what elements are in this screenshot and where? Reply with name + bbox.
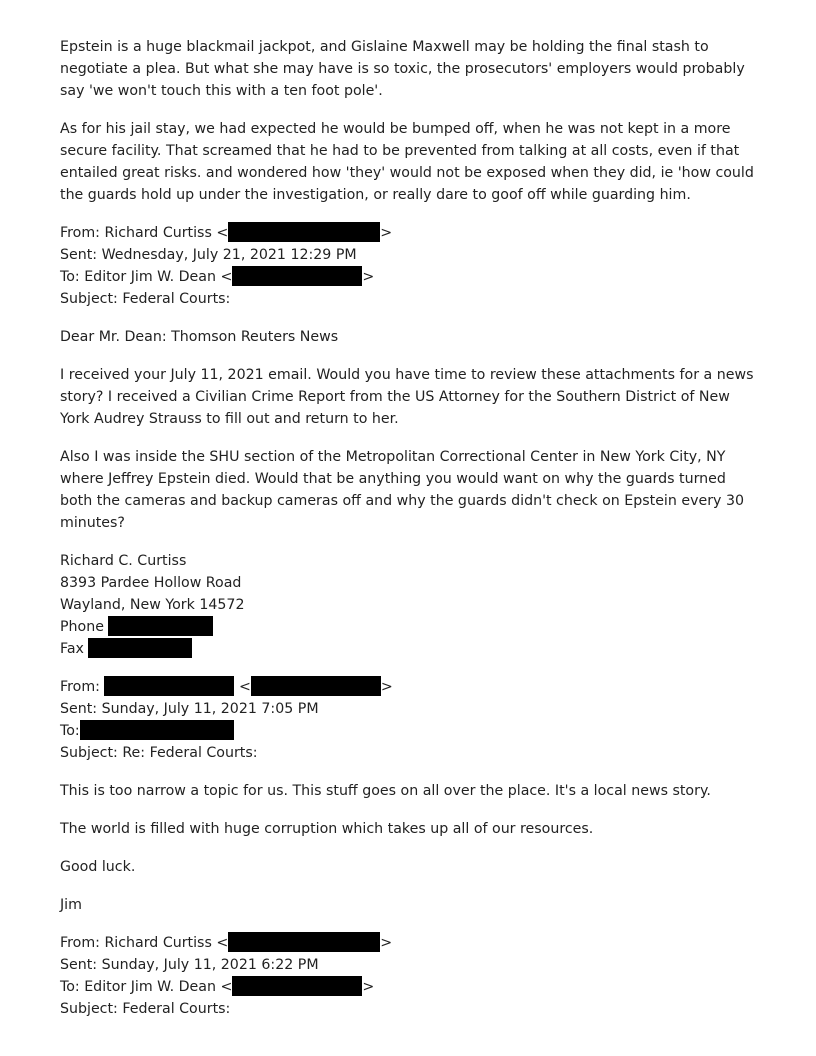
to-label: To:	[60, 723, 80, 739]
signature-name: Richard C. Curtiss	[60, 553, 187, 569]
header-subject: Subject: Re: Federal Courts:	[60, 745, 258, 761]
redaction-box	[232, 266, 362, 286]
header-subject: Subject: Federal Courts:	[60, 1001, 231, 1017]
redaction-box	[228, 932, 380, 952]
signature-block	[60, 550, 760, 660]
salutation: Dear Mr. Dean: Thomson Reuters News	[60, 329, 339, 345]
from-end: >	[380, 225, 393, 241]
document-page	[60, 36, 760, 1036]
from-end: >	[380, 935, 393, 951]
body-paragraph: I received your July 11, 2021 email. Would you have time to review these attachments for a news story? I received a Civilian Crime Report from the US Attorney for the Southern District of New York Audrey Strauss to fill out and return to her.	[60, 367, 754, 427]
redaction-box	[232, 976, 362, 996]
from-label: From:	[60, 679, 100, 695]
signature-fax	[60, 638, 760, 660]
header-to	[60, 976, 760, 998]
reply-line: This is too narrow a topic for us. This stuff goes on all over the place. It's a local news story.	[60, 783, 711, 799]
from-label: From: Richard Curtiss <	[60, 225, 229, 241]
from-mid: <	[238, 679, 251, 695]
signature-address: 8393 Pardee Hollow Road	[60, 575, 242, 591]
email-header	[60, 932, 760, 1020]
redaction-box	[104, 676, 234, 696]
to-end: >	[362, 979, 375, 995]
fax-label: Fax	[60, 641, 84, 657]
header-to	[60, 720, 760, 742]
body-paragraph: As for his jail stay, we had expected he would be bumped off, when he was not kept in a more secure facility. That screamed that he had to be prevented from talking at all costs, even if that entailed great risks. and wondered how 'they' would not be exposed when they did, ie 'how could the guards hold up under the investigation, or really dare to goof off while guarding him.	[60, 121, 754, 203]
header-sent: Sent: Wednesday, July 21, 2021 12:29 PM	[60, 247, 357, 263]
body-paragraph: Epstein is a huge blackmail jackpot, and Gislaine Maxwell may be holding the final stash to negotiate a plea. But what she may have is so toxic, the prosecutors' employers would probably say 'we won't touch this with a ten foot pole'.	[60, 39, 745, 99]
email-header	[60, 222, 760, 310]
redaction-box	[228, 222, 380, 242]
from-label: From: Richard Curtiss <	[60, 935, 229, 951]
redaction-box	[88, 638, 192, 658]
redaction-box	[108, 616, 213, 636]
to-label: To: Editor Jim W. Dean <	[60, 979, 233, 995]
header-subject: Subject: Federal Courts:	[60, 291, 231, 307]
reply-line: Good luck.	[60, 859, 136, 875]
to-label: To: Editor Jim W. Dean <	[60, 269, 233, 285]
phone-label: Phone	[60, 619, 104, 635]
reply-line: The world is filled with huge corruption which takes up all of our resources.	[60, 821, 594, 837]
signature-city: Wayland, New York 14572	[60, 597, 245, 613]
redaction-box	[80, 720, 234, 740]
header-from	[60, 932, 760, 954]
from-end: >	[380, 679, 393, 695]
header-from	[60, 222, 760, 244]
reply-signoff: Jim	[60, 897, 82, 913]
redaction-box	[251, 676, 381, 696]
signature-phone	[60, 616, 760, 638]
email-header	[60, 676, 760, 764]
header-sent: Sent: Sunday, July 11, 2021 6:22 PM	[60, 957, 319, 973]
to-end: >	[362, 269, 375, 285]
header-from	[60, 676, 760, 698]
header-sent: Sent: Sunday, July 11, 2021 7:05 PM	[60, 701, 319, 717]
body-paragraph: Also I was inside the SHU section of the Metropolitan Correctional Center in New York City, NY where Jeffrey Epstein died. Would that be anything you would want on why the guards turned both the cameras and backup cameras off and why the guards didn't check on Epstein every 30 minutes?	[60, 449, 745, 531]
header-to	[60, 266, 760, 288]
